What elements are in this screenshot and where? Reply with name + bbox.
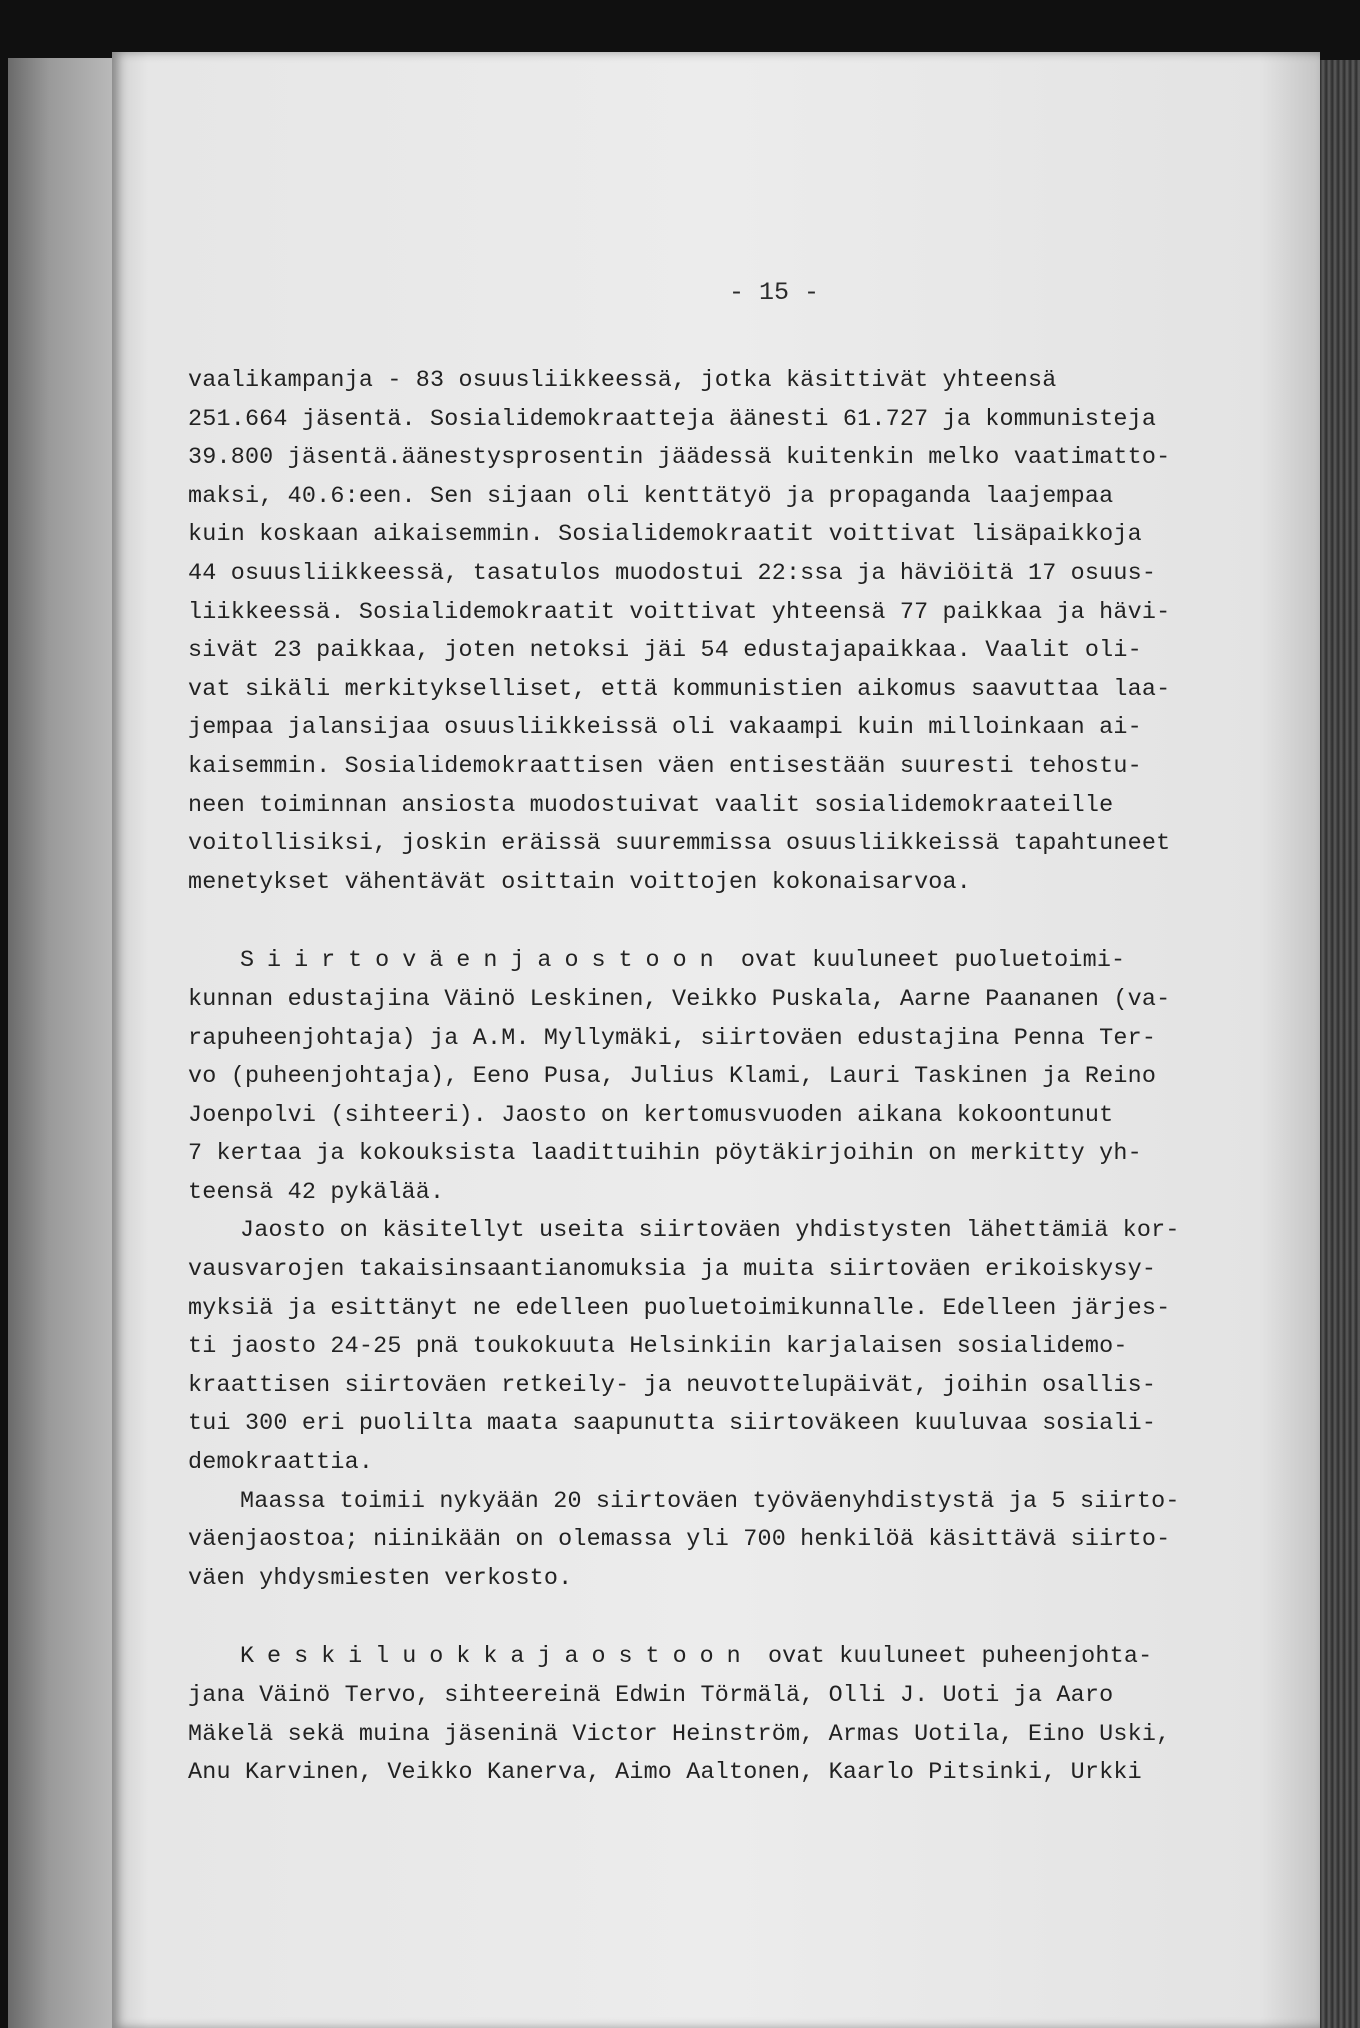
text-line: jempaa jalansijaa osuusliikkeissä oli vakaampi kuin milloinkaan ai-	[188, 715, 1142, 742]
text-line: 7 kertaa ja kokouksista laadittuihin pöytäkirjoihin on merkitty yh-	[188, 1141, 1142, 1168]
text-line: menetykset vähentävät osittain voittojen kokonaisarvoa.	[188, 869, 972, 896]
text-line: tui 300 eri puolilta maata saapunutta siirtoväkeen kuuluvaa sosiali-	[188, 1411, 1157, 1438]
text-line: voitollisiksi, joskin eräissä suuremmissa osuusliikkeissä tapahtuneet	[188, 831, 1171, 858]
text-line: liikkeessä. Sosialidemokraatit voittivat yhteensä 77 paikkaa ja hävi-	[188, 599, 1171, 626]
text-line: 44 osuusliikkeessä, tasatulos muodostui 22:ssa ja häviöitä 17 osuus-	[188, 560, 1157, 587]
previous-page-edge	[8, 58, 112, 2028]
text-line: 251.664 jäsentä. Sosialidemokraatteja äänesti 61.727 ja kommunisteja	[188, 406, 1157, 433]
text-line: Jaosto on käsitellyt useita siirtoväen yhdistysten lähettämiä kor-	[240, 1218, 1180, 1245]
text-line: vausvarojen takaisinsaantianomuksia ja muita siirtoväen erikoiskysy-	[188, 1257, 1157, 1284]
text-line	[188, 942, 1268, 981]
spaced-heading: Keskiluokkajaostoon	[240, 1644, 754, 1671]
text-line: maksi, 40.6:een. Sen sijaan oli kenttätyö ja propaganda laajempaa	[188, 483, 1114, 510]
text-line: kaisemmin. Sosialidemokraattisen väen entisestään suuresti tehostu-	[188, 753, 1142, 780]
text-line: väen yhdysmiesten verkosto.	[188, 1565, 573, 1592]
text-line: vat sikäli merkitykselliset, että kommunistien aikomus saavuttaa laa-	[188, 676, 1171, 703]
text-line: Mäkelä sekä muina jäseninä Victor Heinström, Armas Uotila, Eino Uski,	[188, 1721, 1171, 1748]
spaced-heading: Siirtoväenjaostoon	[240, 948, 727, 975]
text-line	[188, 1638, 1268, 1677]
document-page	[112, 52, 1320, 2028]
text-line: ti jaosto 24-25 pnä toukokuuta Helsinkiin karjalaisen sosialidemo-	[188, 1334, 1128, 1361]
paragraph-3	[188, 1212, 1268, 1482]
text-line: Maassa toimii nykyään 20 siirtoväen työväenyhdistystä ja 5 siirto-	[240, 1488, 1180, 1515]
paragraph-2	[188, 942, 1268, 1212]
text-line: rapuheenjohtaja) ja A.M. Myllymäki, siirtoväen edustajina Penna Ter-	[188, 1025, 1157, 1052]
text-line: neen toiminnan ansiosta muodostuivat vaalit sosialidemokraateille	[188, 792, 1114, 819]
page-stack-edge	[1320, 60, 1360, 2028]
text-line: väenjaostoa; niinikään on olemassa yli 700 henkilöä käsittävä siirto-	[188, 1527, 1171, 1554]
paragraph-1	[188, 362, 1268, 902]
text-line: teensä 42 pykälää.	[188, 1179, 445, 1206]
text-line: sivät 23 paikkaa, joten netoksi jäi 54 edustajapaikkaa. Vaalit oli-	[188, 638, 1142, 665]
text-line: 39.800 jäsentä.äänestysprosentin jäädessä kuitenkin melko vaatimatto-	[188, 445, 1171, 472]
text-line: kuin koskaan aikaisemmin. Sosialidemokraatit voittivat lisäpaikkoja	[188, 522, 1142, 549]
text-line: demokraattia.	[188, 1450, 374, 1477]
text-line: Joenpolvi (sihteeri). Jaosto on kertomusvuoden aikana kokoontunut	[188, 1102, 1114, 1129]
heading-continuation: ovat kuuluneet puoluetoimi-	[726, 948, 1126, 975]
text-line: jana Väinö Tervo, sihteereinä Edwin Törmälä, Olli J. Uoti ja Aaro	[188, 1683, 1114, 1709]
text-line: myksiä ja esittänyt ne edelleen puoluetoimikunnalle. Edelleen järjes-	[188, 1295, 1171, 1322]
paragraph-4	[188, 1483, 1268, 1599]
text-line: Anu Karvinen, Veikko Kanerva, Aimo Aaltonen, Kaarlo Pitsinki, Urkki	[188, 1760, 1142, 1787]
text-line: vo (puheenjohtaja), Eeno Pusa, Julius Klami, Lauri Taskinen ja Reino	[188, 1064, 1157, 1091]
heading-continuation: ovat kuuluneet puheenjohta-	[753, 1644, 1153, 1671]
page-number: - 15 -	[728, 278, 819, 307]
text-line: kunnan edustajina Väinö Leskinen, Veikko Puskala, Aarne Paananen (va-	[188, 986, 1171, 1013]
text-line: vaalikampanja - 83 osuusliikkeessä, jotka käsittivät yhteensä	[188, 368, 1057, 394]
body-text	[188, 362, 1268, 1793]
paragraph-5	[188, 1638, 1268, 1792]
text-line: kraattisen siirtoväen retkeily- ja neuvottelupäivät, joihin osallis-	[188, 1372, 1157, 1399]
